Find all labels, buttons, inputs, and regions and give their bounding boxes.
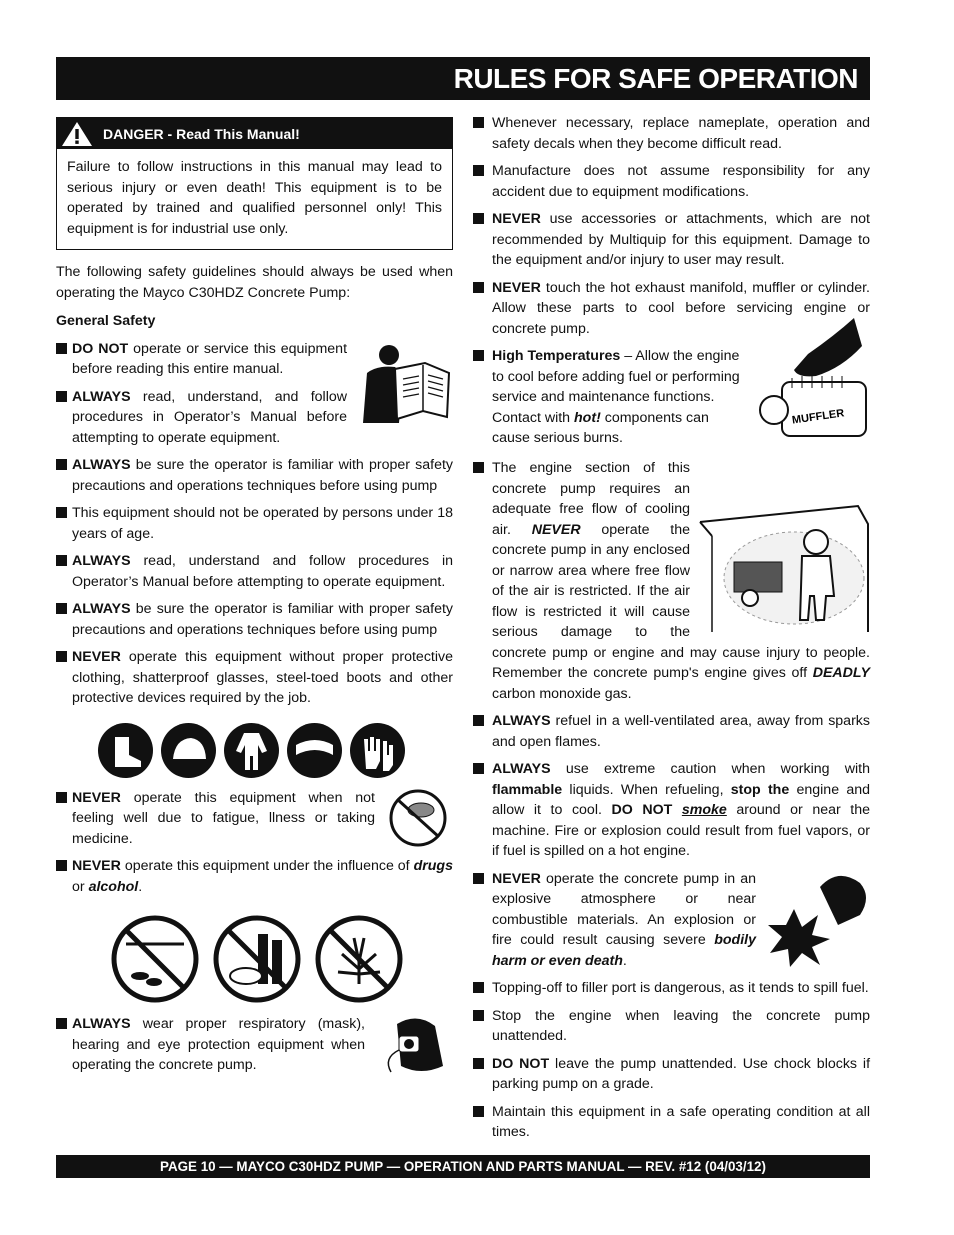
list-item: Whenever necessary, replace nameplate, operation and safety decals when they become difficult read.	[473, 113, 870, 154]
enclosed-area-icon	[698, 502, 870, 636]
danger-heading: DANGER - Read This Manual!	[103, 126, 300, 142]
boot-icon	[98, 723, 153, 778]
explosion-icon	[764, 869, 870, 969]
left-column	[56, 117, 453, 1083]
danger-box	[56, 117, 453, 250]
list-item: NEVER use accessories or attachments, which are not recommended by Multiquip for this equipment. Damage to the equipment and/or injury to user may result.	[473, 209, 870, 271]
hot-muffler-icon	[758, 318, 870, 458]
warning-icon	[61, 121, 93, 147]
respirator-icon	[373, 1014, 453, 1080]
intro-text: The following safety guidelines should always be used when operating the Mayco C30HDZ Concrete Pump:	[56, 264, 453, 301]
no-marijuana-icon	[314, 914, 404, 1004]
list-item: Topping-off to filler port is dangerous, as it tends to spill fuel.	[473, 978, 870, 999]
list-item: This equipment should not be operated by persons under 18 years of age.	[56, 503, 453, 544]
no-drugs-icon	[110, 914, 200, 1004]
hardhat-icon	[161, 723, 216, 778]
list-item: ALWAYS refuel in a well-ventilated area, away from sparks and open flames.	[473, 711, 870, 752]
muffler-label: MUFFLER	[791, 407, 845, 427]
safety-glasses-icon	[287, 723, 342, 778]
prohibition-icons	[110, 914, 453, 1004]
reading-manual-icon	[355, 339, 453, 425]
list-item: Maintain this equipment in a safe operating condition at all times.	[473, 1102, 870, 1143]
list-item: Stop the engine when leaving the concrete pump unattended.	[473, 1006, 870, 1047]
title-bar	[56, 57, 870, 100]
list-item: ALWAYS read, understand, and follow procedures in Operator’s Manual before attempting to operate equipment.	[56, 387, 347, 449]
list-item: DO NOT operate or service this equipment before reading this entire manual.	[56, 339, 347, 380]
no-alcohol-icon	[212, 914, 302, 1004]
right-column	[473, 113, 870, 1150]
page-title: RULES FOR SAFE OPERATION	[453, 63, 858, 94]
list-item: NEVER operate this equipment under the influence of drugs or alcohol.	[56, 856, 453, 897]
general-safety-heading: General Safety	[56, 313, 156, 329]
list-item: NEVER touch the hot exhaust manifold, muffler or cylinder. Allow these parts to cool before servicing engine or concrete pump.	[473, 278, 870, 340]
list-item: DO NOT leave the pump unattended. Use chock blocks if parking pump on a grade.	[473, 1054, 870, 1095]
no-medicine-icon	[383, 788, 453, 848]
ppe-icons	[98, 723, 453, 778]
list-item: ALWAYS read, understand and follow procedures in Operator’s Manual before attempting to operate equipment.	[56, 551, 453, 592]
danger-header	[57, 118, 452, 149]
list-item: High Temperatures – Allow the engine to cool before adding fuel or performing service and maintenance functions. Contact with hot! components can cause serious burns.	[473, 346, 750, 449]
page-footer: PAGE 10 — MAYCO C30HDZ PUMP — OPERATION AND PARTS MANUAL — REV. #12 (04/03/12)	[56, 1155, 870, 1178]
list-item: ALWAYS be sure the operator is familiar with proper safety precautions and operations techniques before using pump	[56, 455, 453, 496]
list-item: ALWAYS be sure the operator is familiar with proper safety precautions and operations techniques before using pump	[56, 599, 453, 640]
list-item: NEVER operate this equipment without proper protective clothing, shatterproof glasses, steel-toed boots and other protective devices required by the job.	[56, 647, 453, 709]
list-item: ALWAYS use extreme caution when working with flammable liquids. When refueling, stop the engine and allow it to cool. DO NOT smoke around or near the machine. Fire or explosion could result from fuel vapors, or if fuel is spilled on a hot engine.	[473, 759, 870, 862]
danger-body: Failure to follow instructions in this manual may lead to serious injury or even death! This equipment is to be operated by trained and qualified personnel only! This equipment is for industrial use only.	[67, 159, 442, 237]
list-item: NEVER operate this equipment when not feeling well due to fatigue, llness or taking medicine.	[56, 788, 375, 850]
list-item: NEVER operate the concrete pump in an explosive atmosphere or near combustible materials. An explosion or fire could result causing severe bodily harm or even death.	[473, 869, 756, 972]
list-item: ALWAYS wear proper respiratory (mask), hearing and eye protection equipment when operating the concrete pump.	[56, 1014, 365, 1076]
list-item: The engine section of this concrete pump requires an adequate free flow of cooling air. NEVER operate the concrete pump in any enclosed or narrow area where free flow of the air is restricted. If the air flow is restricted it will cause serious damage to the concrete pump or engine and may cause injury to people. Remember the concrete pump's engine gives off DEADLY carbon monoxide gas.	[473, 458, 870, 704]
gloves-icon	[350, 723, 405, 778]
list-item: Manufacture does not assume responsibility for any accident due to equipment modifications.	[473, 161, 870, 202]
coverall-icon	[224, 723, 279, 778]
